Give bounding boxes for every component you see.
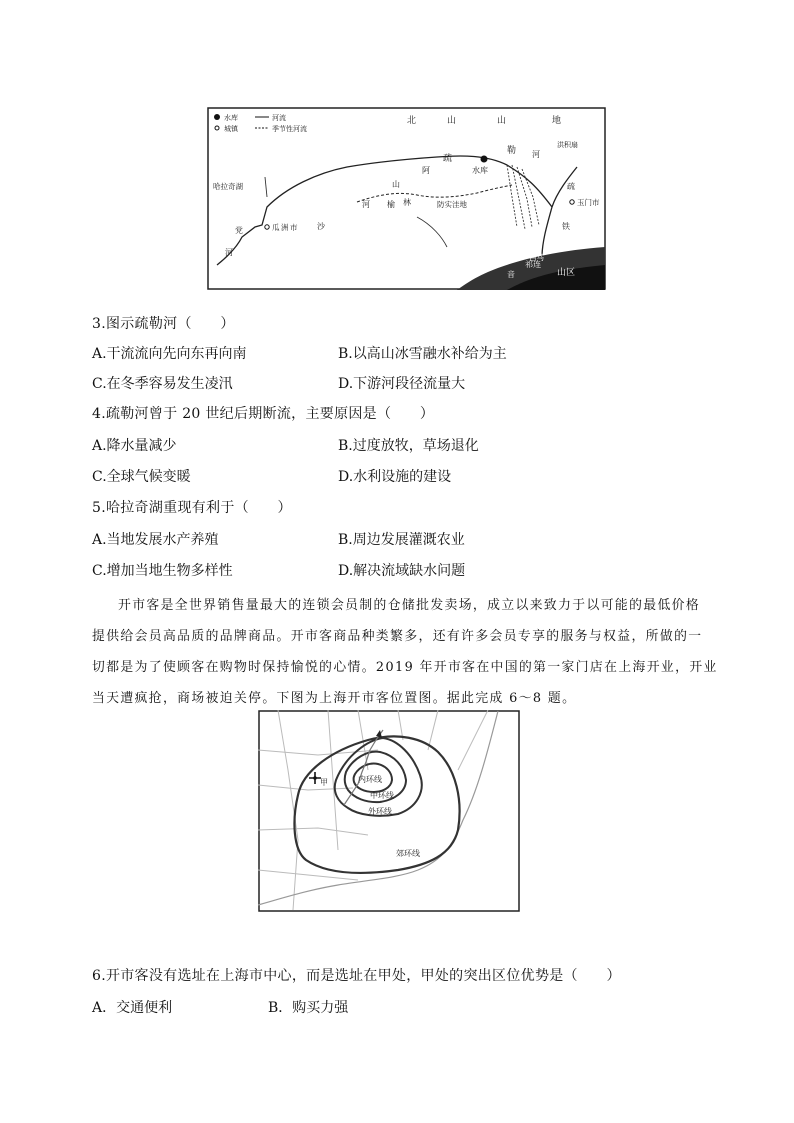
guazhou-char-4: 沙	[317, 222, 325, 231]
depression-label: 防实洼地	[437, 200, 467, 209]
north-char-2: 山	[447, 116, 457, 126]
question-5-stem: 5.哈拉奇湖重现有利于（ ）	[92, 500, 292, 516]
legend-town-label: 城镇	[224, 125, 238, 133]
q5-option-b[interactable]: B.周边发展灌溉农业	[338, 532, 465, 548]
shule-river-map	[207, 107, 606, 290]
shan-char-2: 河	[362, 200, 370, 209]
q3-option-d[interactable]: D.下游河段径流量大	[338, 376, 466, 392]
guazhou-char-1: 瓜	[272, 223, 280, 232]
guazhou-char-2: 洲	[281, 223, 289, 232]
q4-option-a[interactable]: A.降水量减少	[92, 438, 177, 454]
question-3-stem: 3.图示疏勒河（ ）	[92, 316, 235, 332]
shule-char-1: 疏	[443, 154, 453, 164]
reservoir-marker	[481, 156, 488, 163]
q4-option-d[interactable]: D.水利设施的建设	[338, 469, 452, 485]
q6-option-a[interactable]: A．交通便利	[92, 1000, 173, 1016]
q4-option-b[interactable]: B.过度放牧，草场退化	[338, 438, 479, 454]
legend-river-label: 河流	[272, 114, 286, 122]
shule-char-2: 勒	[507, 146, 517, 156]
q3-option-b[interactable]: B.以高山冰雪融水补给为主	[338, 346, 507, 362]
reservoir-legend-icon	[214, 114, 220, 120]
q4-option-c[interactable]: C.全球气候变暖	[92, 469, 191, 485]
q6-option-b[interactable]: B．购买力强	[268, 1000, 349, 1016]
shanghai-costco-map	[258, 710, 520, 912]
guazhou-char-3: 市	[290, 223, 298, 232]
q3-option-a[interactable]: A.干流流向先向东再向南	[92, 346, 247, 362]
river-label-top: 河	[532, 150, 540, 159]
suburban-ring-label: 郊环线	[396, 849, 420, 858]
yumen-label: 玉门市	[577, 198, 600, 207]
yu-label: 榆	[387, 200, 395, 209]
middle-ring-label: 中环线	[370, 791, 394, 800]
qilian-label: 祁连	[525, 260, 541, 269]
mountain-area-label: 山区	[557, 268, 576, 278]
shan-char-1: 山	[392, 180, 400, 189]
reservoir-label: 水库	[472, 166, 488, 175]
north-char-3: 山	[497, 116, 507, 126]
q5-option-d[interactable]: D.解决流域缺水问题	[338, 563, 466, 579]
tie-label: 铁	[562, 222, 570, 231]
q5-option-a[interactable]: A.当地发展水产养殖	[92, 532, 219, 548]
q3-option-c[interactable]: C.在冬季容易发生凌汛	[92, 376, 233, 392]
passage-line-4: 当天遭疯抢，商场被迫关停。下图为上海开市客位置图。据此完成 6～8 题。	[92, 691, 577, 706]
legend-reservoir-label: 水库	[224, 114, 238, 122]
legend-seasonal-river-label: 季节性河流	[272, 125, 307, 133]
costco-passage	[92, 590, 718, 714]
jia-label: 甲	[320, 778, 328, 787]
north-char-4: 地	[552, 116, 562, 126]
passage-line-3: 切都是为了使顾客在购物时保持愉悦的心情。2019 年开市客在中国的第一家门店在上海开业，开业	[92, 660, 718, 675]
shan-char-3: 阿	[422, 166, 430, 175]
halaqi-lake-label: 哈拉奇湖	[213, 182, 243, 191]
changma-label: 昌马	[529, 253, 544, 262]
q5-option-c[interactable]: C.增加当地生物多样性	[92, 563, 233, 579]
lin-label: 林	[403, 198, 411, 207]
passage-line-2: 提供给会员高品质的品牌商品。开市客商品种类繁多，还有许多会员专享的服务与权益，所做的一	[92, 629, 703, 644]
yin-label: 音	[507, 270, 515, 279]
shu-label: 疏	[567, 182, 575, 191]
question-4-stem: 4.疏勒河曾于 20 世纪后期断流，主要原因是（ ）	[92, 406, 435, 422]
passage-line-1: 开市客是全世界销售量最大的连锁会员制的仓储批发卖场，成立以来致力于以可能的最低价格	[118, 598, 701, 613]
inner-ring-label: 内环线	[358, 775, 382, 784]
fan-label: 洪积扇	[557, 141, 578, 149]
question-6-stem: 6.开市客没有选址在上海市中心，而是选址在甲处，甲处的突出区位优势是（ ）	[92, 968, 621, 984]
outer-ring-label: 外环线	[368, 807, 392, 816]
river-he-label: 河	[225, 248, 233, 257]
dang-label: 党	[235, 226, 243, 235]
north-char-1: 北	[407, 116, 417, 126]
